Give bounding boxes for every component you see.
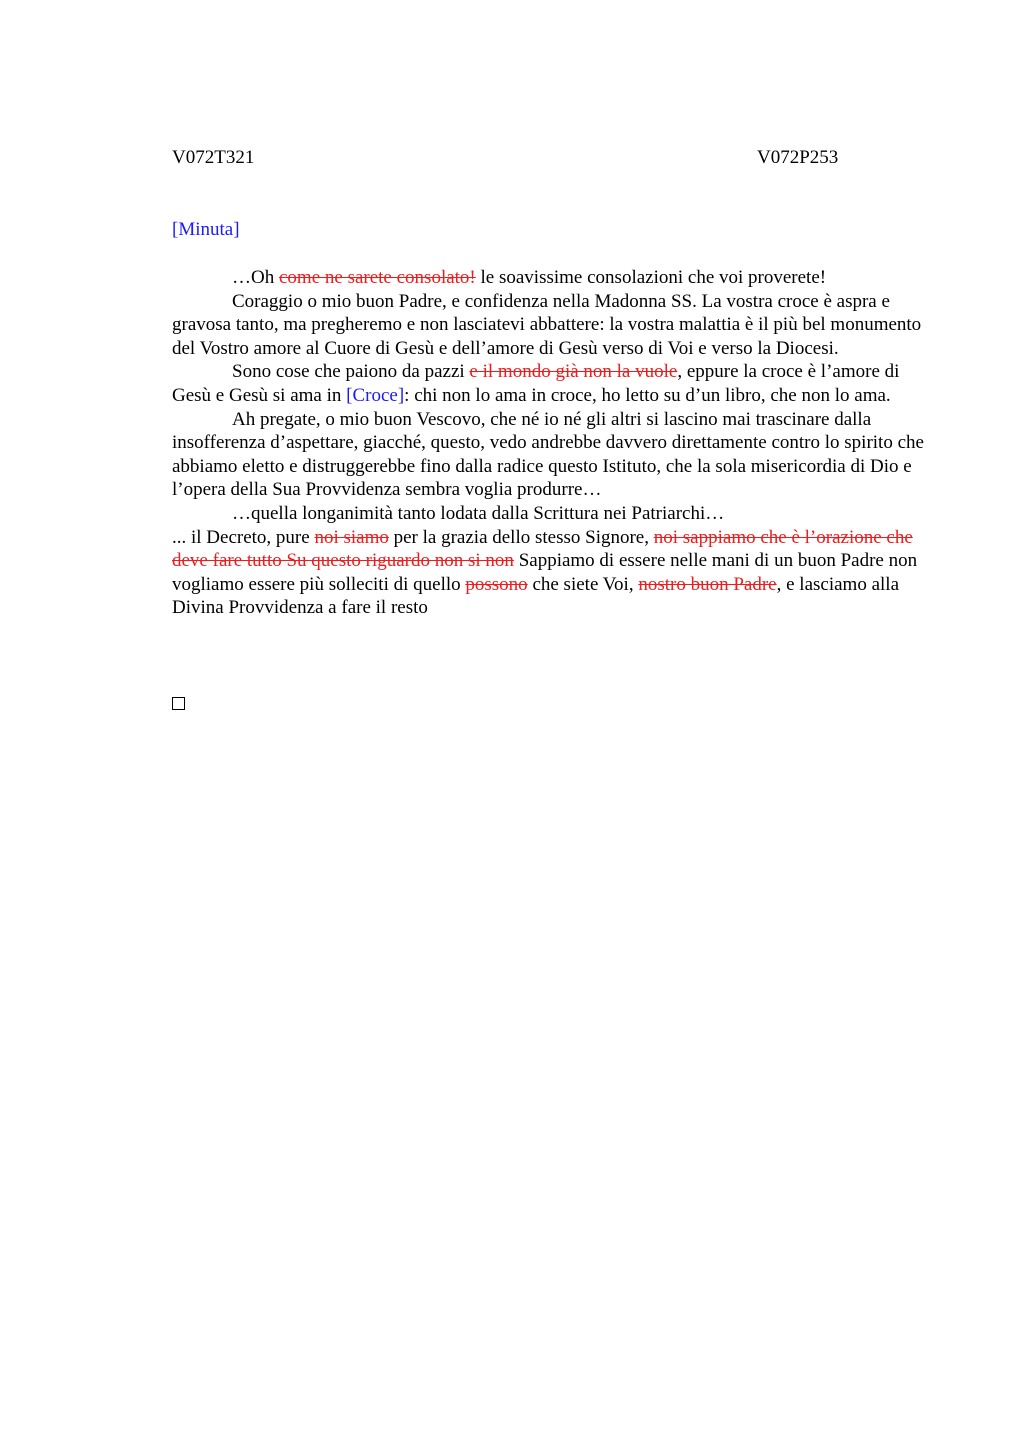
- text-run: per la grazia dello stesso Signore,: [388, 526, 654, 548]
- paragraph-4: Ah pregate, o mio buon Vescovo, che né io né gli altri si lascino mai trascinare dalla insofferenza d’aspettare, giacché, questo, vedo andrebbe davvero direttamente contro lo spirito che abbiamo eletto e distruggerebbe fino dalla radice questo Istituto, che la sola misericordia di Dio e l’opera della Sua Provvidenza sembra voglia produrre…: [172, 408, 924, 501]
- paragraph-3: [172, 360, 924, 407]
- text-run: Sono cose che paiono da pazzi: [232, 361, 470, 383]
- paragraph-1: [172, 266, 924, 290]
- editorial-insertion: [Croce]: [346, 384, 405, 406]
- deleted-text: come ne sarete consolato!: [278, 267, 476, 288]
- letter-body: [172, 266, 924, 620]
- paragraph-2: Coraggio o mio buon Padre, e confidenza nella Madonna SS. La vostra croce è aspra e gravosa tanto, ma pregheremo e non lasciatevi abbattere: la vostra malattia è il più bel monumento del Vostro amore al Cuore di Gesù e dell’amore di Gesù verso di Voi e verso la Diocesi.: [172, 290, 922, 359]
- text-run: , e lasciamo alla Divina Provvidenza a fare il resto: [172, 573, 899, 619]
- deleted-text: noi sappiamo che è l’orazione che deve fare tutto Su questo riguardo non si non: [172, 526, 913, 572]
- paragraph-6: [172, 526, 924, 620]
- text-run: …Oh: [232, 267, 279, 288]
- deleted-text: possono: [465, 573, 528, 595]
- text-run: le soavissime consolazioni che voi proverete!: [475, 267, 827, 288]
- text-run: ... il Decreto, pure: [172, 526, 315, 548]
- text-run: Sappiamo di essere nelle mani di un buon Padre non vogliamo essere più solleciti di quello: [172, 550, 918, 595]
- text-run: : chi non lo ama in croce, ho letto su d’un libro, che non lo ama.: [404, 384, 891, 406]
- minuta-label: [Minuta]: [172, 219, 240, 240]
- checkbox-square-icon: [172, 697, 185, 710]
- deleted-text: e il mondo già non la vuole: [469, 361, 678, 383]
- text-run: , eppure la croce è l’amore di Gesù e Gesù si ama in: [172, 361, 900, 406]
- paragraph-5: …quella longanimità tanto lodata dalla Scrittura nei Patriarchi…: [232, 502, 725, 524]
- document-code-left: V072T321: [172, 147, 255, 168]
- text-run: che siete Voi,: [527, 573, 639, 595]
- document-code-right: V072P253: [757, 147, 839, 168]
- deleted-text: nostro buon Padre: [638, 573, 777, 595]
- deleted-text: noi siamo: [314, 526, 389, 548]
